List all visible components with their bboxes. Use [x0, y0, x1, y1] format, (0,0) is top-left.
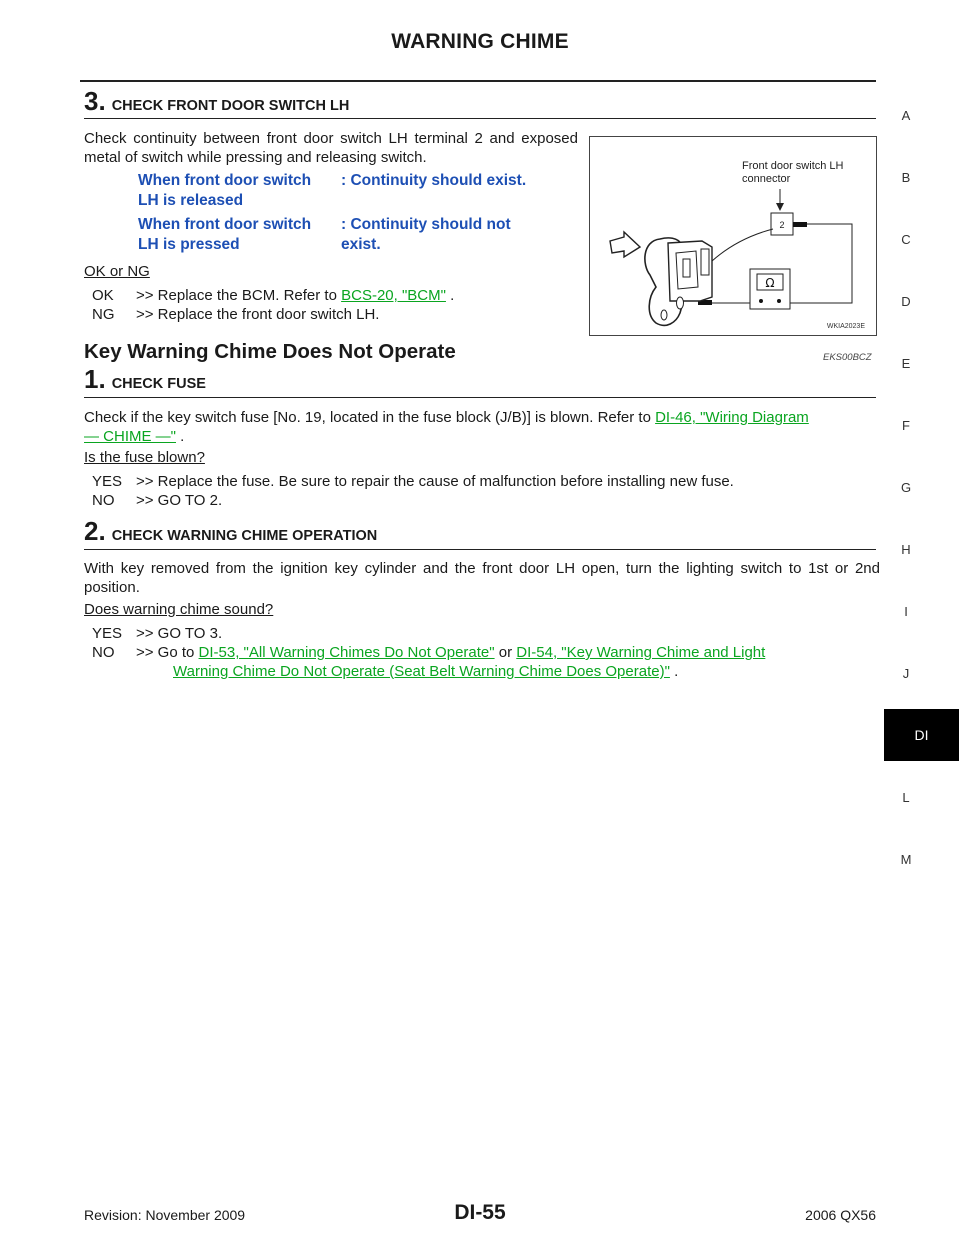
- step3-title: CHECK FRONT DOOR SWITCH LH: [111, 98, 350, 114]
- spec-row-pressed-condition: When front door switch LH is pressed: [138, 216, 312, 253]
- figure-label-line2: connector: [742, 173, 791, 185]
- side-index-l[interactable]: L: [902, 790, 910, 805]
- step2-no-result-continued: Warning Chime Do Not Operate (Seat Belt Warning Chime Does Operate)" .: [173, 663, 679, 680]
- step3-instruction: Check continuity between front door switch LH terminal 2 and exposed metal of switch while pressing and releasing switch.: [84, 130, 578, 166]
- side-index-i[interactable]: I: [904, 604, 908, 619]
- spec-row-released-condition: When front door switch LH is released: [138, 172, 312, 209]
- step1-no-result: NO >> GO TO 2.: [92, 492, 223, 509]
- bcs-20-link[interactable]: BCS-20, "BCM": [341, 287, 446, 304]
- side-index-di-active-tab[interactable]: DI: [884, 709, 959, 761]
- side-index-g[interactable]: G: [900, 480, 912, 495]
- step1-text: Check if the key switch fuse [No. 19, located in the fuse block (J/B)] is blown. Refer to DI-46, "Wiring Diagram — CHIME —" .: [84, 409, 809, 445]
- door-switch-diagram: [590, 137, 876, 335]
- di-54-link[interactable]: DI-54, "Key Warning Chime and Light: [516, 644, 766, 661]
- title-rule: [80, 80, 876, 82]
- side-index-c[interactable]: C: [901, 232, 911, 247]
- side-index-e[interactable]: E: [901, 356, 911, 371]
- side-index-m[interactable]: M: [900, 852, 912, 867]
- side-index-j[interactable]: J: [902, 666, 910, 681]
- step1-rule: [84, 397, 876, 398]
- spec-row-pressed-result: : Continuity should not exist.: [341, 216, 511, 253]
- step1-number: 1.: [84, 364, 106, 394]
- figure-code: WKIA2023E: [826, 323, 865, 330]
- step1-question: Is the fuse blown?: [84, 449, 205, 466]
- footer-revision: Revision: November 2009: [84, 1207, 246, 1223]
- step2-no-result: NO >> Go to DI-53, "All Warning Chimes Do Not Operate" or DI-54, "Key Warning Chime and Light: [92, 644, 766, 661]
- door-switch-figure: [589, 136, 877, 336]
- figure-label-line1: Front door switch LH: [742, 160, 844, 172]
- footer-page-number: DI-55: [454, 1201, 506, 1224]
- step2-number: 2.: [84, 516, 106, 546]
- side-index-d[interactable]: D: [901, 294, 911, 309]
- step1-yes-result: YES >> Replace the fuse. Be sure to repair the cause of malfunction before installing new fuse.: [92, 473, 734, 490]
- footer-model: 2006 QX56: [805, 1207, 876, 1223]
- side-index-h[interactable]: H: [901, 542, 911, 557]
- step2-question: Does warning chime sound?: [84, 601, 274, 618]
- side-index-b[interactable]: B: [901, 170, 911, 185]
- side-index-f[interactable]: F: [902, 418, 910, 433]
- step2-heading: [84, 516, 377, 547]
- di-53-link[interactable]: DI-53, "All Warning Chimes Do Not Operate": [198, 644, 495, 661]
- page-title: WARNING CHIME: [391, 30, 569, 53]
- step3-rule: [84, 118, 876, 119]
- step2-yes-result: YES >> GO TO 3.: [92, 625, 223, 642]
- step2-title: CHECK WARNING CHIME OPERATION: [111, 528, 378, 544]
- section-code: EKS00BCZ: [823, 352, 872, 363]
- step3-question: OK or NG: [84, 263, 150, 280]
- di-54-link-continued[interactable]: Warning Chime Do Not Operate (Seat Belt Warning Chime Does Operate)": [173, 663, 670, 680]
- step3-ok-result: OK >> Replace the BCM. Refer to BCS-20, "BCM" .: [92, 287, 455, 304]
- side-index-a[interactable]: A: [901, 108, 911, 123]
- step3-number: 3.: [84, 86, 106, 116]
- ohm-symbol: Ω: [765, 276, 775, 290]
- step1-title: CHECK FUSE: [111, 376, 206, 392]
- di-46-link[interactable]: DI-46, "Wiring Diagram: [655, 409, 809, 426]
- step3-heading: [84, 86, 349, 117]
- di-46-link-continued[interactable]: — CHIME —": [84, 428, 176, 445]
- step2-rule: [84, 549, 876, 550]
- step3-ng-result: NG >> Replace the front door switch LH.: [92, 306, 380, 323]
- spec-row-released-result: : Continuity should exist.: [341, 172, 527, 189]
- step1-heading: [84, 364, 206, 395]
- terminal-label: 2: [779, 220, 785, 230]
- step2-text: With key removed from the ignition key cylinder and the front door LH open, turn the lighting switch to 1st or 2nd position.: [84, 560, 880, 596]
- section-title: Key Warning Chime Does Not Operate: [84, 340, 456, 363]
